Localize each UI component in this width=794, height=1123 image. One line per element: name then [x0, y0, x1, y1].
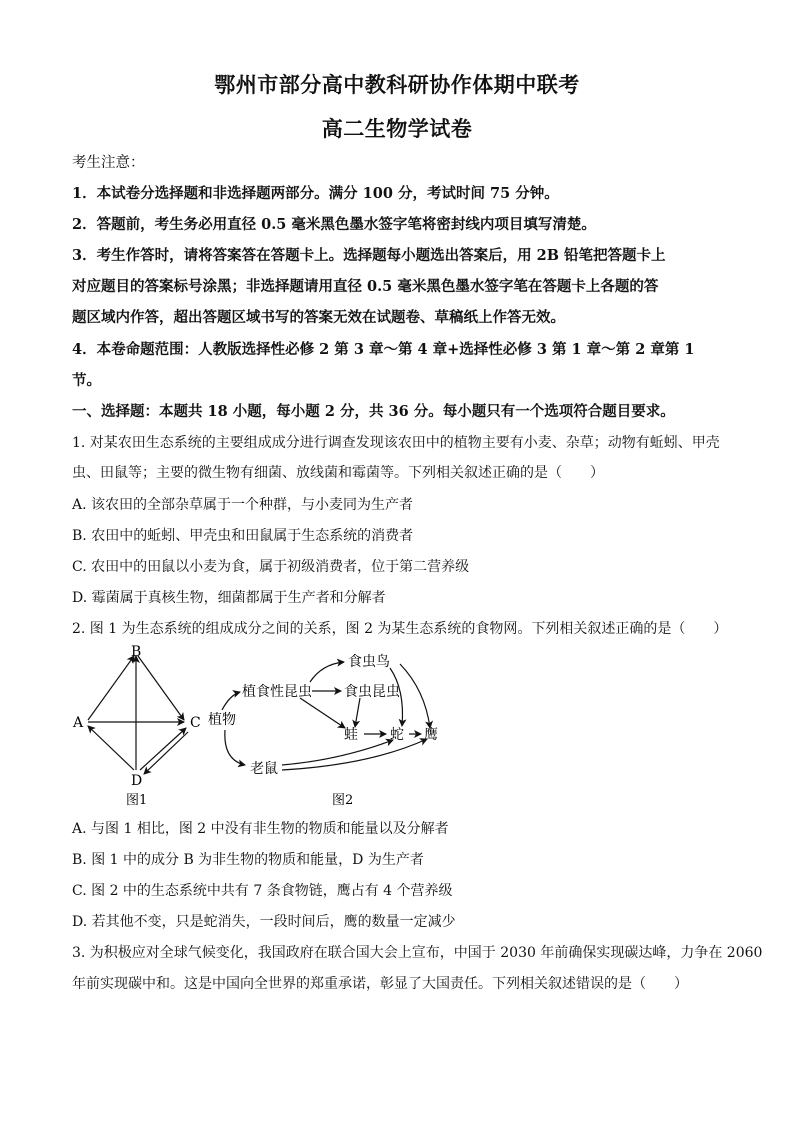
- q2-figures: [60, 640, 480, 810]
- q2-option-b: B. 图 1 中的成分 B 为非生物的物质和能量，D 为生产者: [72, 852, 424, 868]
- fig1-node-c: C: [190, 715, 201, 731]
- q1-option-b: B. 农田中的蚯蚓、甲壳虫和田鼠属于生态系统的消费者: [72, 528, 414, 544]
- q1-option-d: D. 霉菌属于真核生物，细菌都属于生产者和分解者: [72, 590, 386, 606]
- notice-item-3: 3．考生作答时，请将答案答在答题卡上。选择题每小题选出答案后，用 2B 铅笔把答题卡上: [72, 247, 666, 264]
- notice-item-3-cont: 对应题目的答案标号涂黑；非选择题请用直径 0.5 毫米黑色墨水签字笔在答题卡上各题的答: [72, 278, 659, 295]
- notice-item-2: 2．答题前，考生务必用直径 0.5 毫米黑色墨水签字笔将密封线内项目填写清楚。: [72, 216, 596, 233]
- q2-option-c: C. 图 2 中的生态系统中共有 7 条食物链，鹰占有 4 个营养级: [72, 883, 453, 899]
- fig2-node-mouse: 老鼠: [250, 761, 278, 777]
- fig1-node-a: A: [73, 715, 84, 731]
- q3-stem-line1: 3. 为积极应对全球气候变化，我国政府在联合国大会上宣布，中国于 2030 年前确保实现碳达峰，力争在 2060: [72, 945, 763, 961]
- notice-item-3-cont2: 题区域内作答，超出答题区域书写的答案无效在试题卷、草稿纸上作答无效。: [72, 309, 565, 326]
- q1-stem-line2: 虫、田鼠等；主要的微生物有细菌、放线菌和霉菌等。下列相关叙述正确的是（ ）: [72, 465, 604, 481]
- q3-stem-line2: 年前实现碳中和。这是中国向全世界的郑重承诺，彰显了大国责任。下列相关叙述错误的是（ ）: [72, 976, 688, 992]
- fig2-node-eagle: 鹰: [424, 727, 438, 743]
- exam-subtitle: 高二生物学试卷: [321, 116, 473, 141]
- notice-item-4: 4．本卷命题范围：人教版选择性必修 2 第 3 章～第 4 章+选择性必修 3 第 1 章～第 2 章第 1: [72, 341, 695, 358]
- q1-stem-line1: 1. 对某农田生态系统的主要组成成分进行调查发现该农田中的植物主要有小麦、杂草；动物有蚯蚓、甲壳: [72, 435, 720, 451]
- fig1-node-d: D: [131, 773, 143, 789]
- fig2-node-herbivorous-insect: 植食性昆虫: [242, 684, 312, 700]
- q2-stem: 2. 图 1 为生态系统的组成成分之间的关系，图 2 为某生态系统的食物网。下列相关叙述正确的是（ ）: [72, 621, 728, 637]
- notice-item-1: 1．本试卷分选择题和非选择题两部分。满分 100 分，考试时间 75 分钟。: [72, 185, 559, 202]
- fig2-node-insectivorous-bird: 食虫鸟: [348, 654, 390, 670]
- fig1-node-b: B: [131, 644, 142, 660]
- figure-1: [88, 656, 188, 774]
- section-heading: 一、选择题：本题共 18 小题，每小题 2 分，共 36 分。每小题只有一个选项符合题目要求。: [72, 403, 675, 420]
- notice-heading: 考生注意：: [72, 155, 145, 171]
- exam-title: 鄂州市部分高中教科研协作体期中联考: [214, 72, 580, 97]
- notice-item-4-cont: 节。: [72, 372, 101, 389]
- q2-option-d: D. 若其他不变，只是蛇消失，一段时间后，鹰的数量一定减少: [72, 914, 456, 930]
- q2-option-a: A. 与图 1 相比，图 2 中没有非生物的物质和能量以及分解者: [72, 821, 449, 837]
- fig2-node-insectivorous-insect: 食虫昆虫: [344, 684, 400, 700]
- fig2-node-snake: 蛇: [390, 727, 404, 743]
- figure-2: [222, 662, 430, 770]
- fig2-node-frog: 蛙: [344, 727, 358, 743]
- fig1-caption: 图1: [126, 793, 148, 808]
- q1-option-c: C. 农田中的田鼠以小麦为食，属于初级消费者，位于第二营养级: [72, 559, 470, 575]
- fig2-node-plant: 植物: [208, 712, 236, 728]
- q1-option-a: A. 该农田的全部杂草属于一个种群，与小麦同为生产者: [72, 497, 414, 513]
- fig2-caption: 图2: [332, 793, 354, 808]
